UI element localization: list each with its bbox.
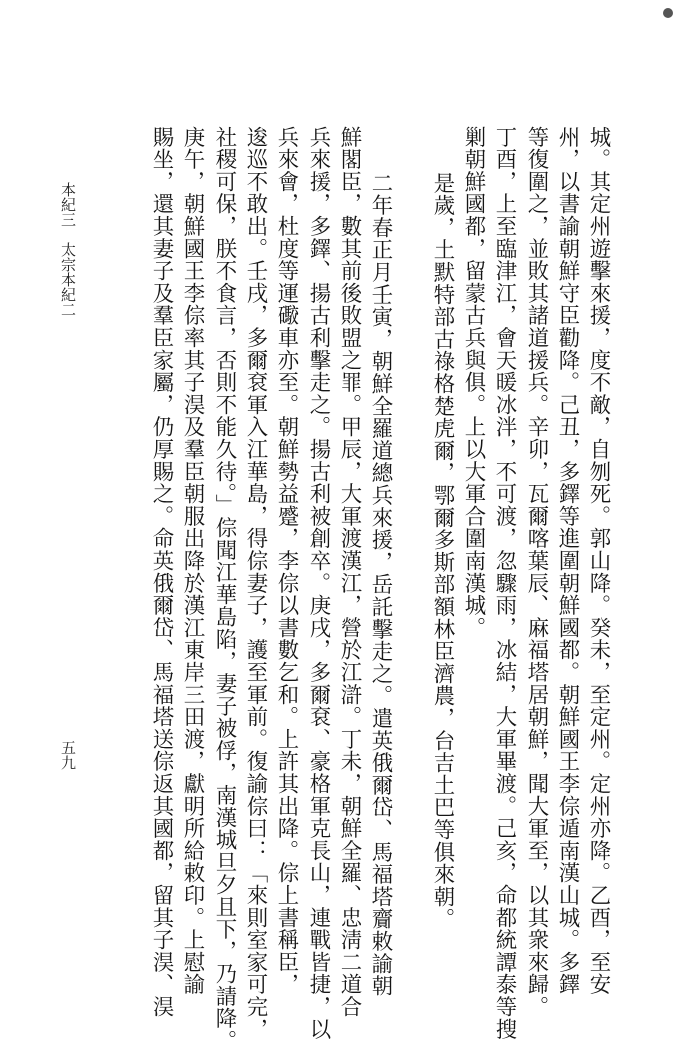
text-column-13: 庚午，朝鮮國王李倧率其子淏及羣臣朝服出降於漢江東岸三田渡，獻明所給敕印。上慰諭 (180, 126, 205, 996)
page-number: 五九 (59, 740, 77, 770)
text-column-9: 兵來援，多鐸、揚古利擊走之。揚古利被創卒。庚戌，多爾袞、豪格軍克長山，連戰皆捷，以 (306, 126, 331, 1041)
text-column-7: 二年春正月壬寅，朝鮮全羅道總兵來援，岳託擊走之。遣英俄爾岱、馬福塔齎敕諭朝 (368, 172, 393, 998)
text-column-4: 丁酉，上至臨津江，會天暖冰泮，不可渡，忽驟雨，冰結，大軍畢渡。己亥，命都統譚泰等搜 (492, 126, 517, 1041)
text-column-2: 州，以書諭朝鮮守臣勸降。己丑，多鐸等進圍朝鮮國都。朝鮮國王李倧遁南漢山城。多鐸 (555, 126, 580, 996)
running-head: 本紀三 太宗本紀二 (59, 182, 77, 317)
text-column-6: 是歲，土默特部古祿格楚虎爾，鄂爾多斯部額林臣濟農，台吉土巴等俱來朝。 (430, 172, 455, 931)
corner-ink-dot (663, 8, 673, 18)
text-column-8: 鮮閣臣，數其前後敗盟之罪。甲辰，大軍渡漢江，營於江滸。丁未，朝鮮全羅、忠淸二道合 (337, 126, 362, 1018)
text-column-5: 剿朝鮮國都，留蒙古兵與俱。上以大軍合圍南漢城。 (461, 126, 486, 639)
text-column-14: 賜坐，還其妻子及羣臣家屬，仍厚賜之。命英俄爾岱、馬福塔送倧返其國都，留其子淏、淏 (149, 126, 174, 1018)
text-column-12: 社稷可保，朕不食言，否則不能久待。」倧聞江華島陷，妻子被俘，南漢城旦夕且下，乃請降。 (212, 126, 237, 1052)
text-column-10: 兵來會，杜度等運礮車亦至。朝鮮勢益蹙，李倧以書數乞和。上許其出降。倧上書稱臣， (274, 126, 299, 996)
text-column-11: 逡巡不敢出。壬戌，多爾袞軍入江華島，得倧妻子，護至軍前。復諭倧曰：「來則室家可完， (243, 126, 268, 1041)
text-column-1: 城。其定州遊擊來援，度不敵，自刎死。郭山降。癸未，至定州。定州亦降。乙酉，至安 (586, 126, 611, 996)
text-column-3: 等復圍之，並敗其諸道援兵。辛卯，瓦爾喀葉辰、麻福塔居朝鮮，聞大軍至，以其衆來歸。 (524, 126, 549, 1018)
